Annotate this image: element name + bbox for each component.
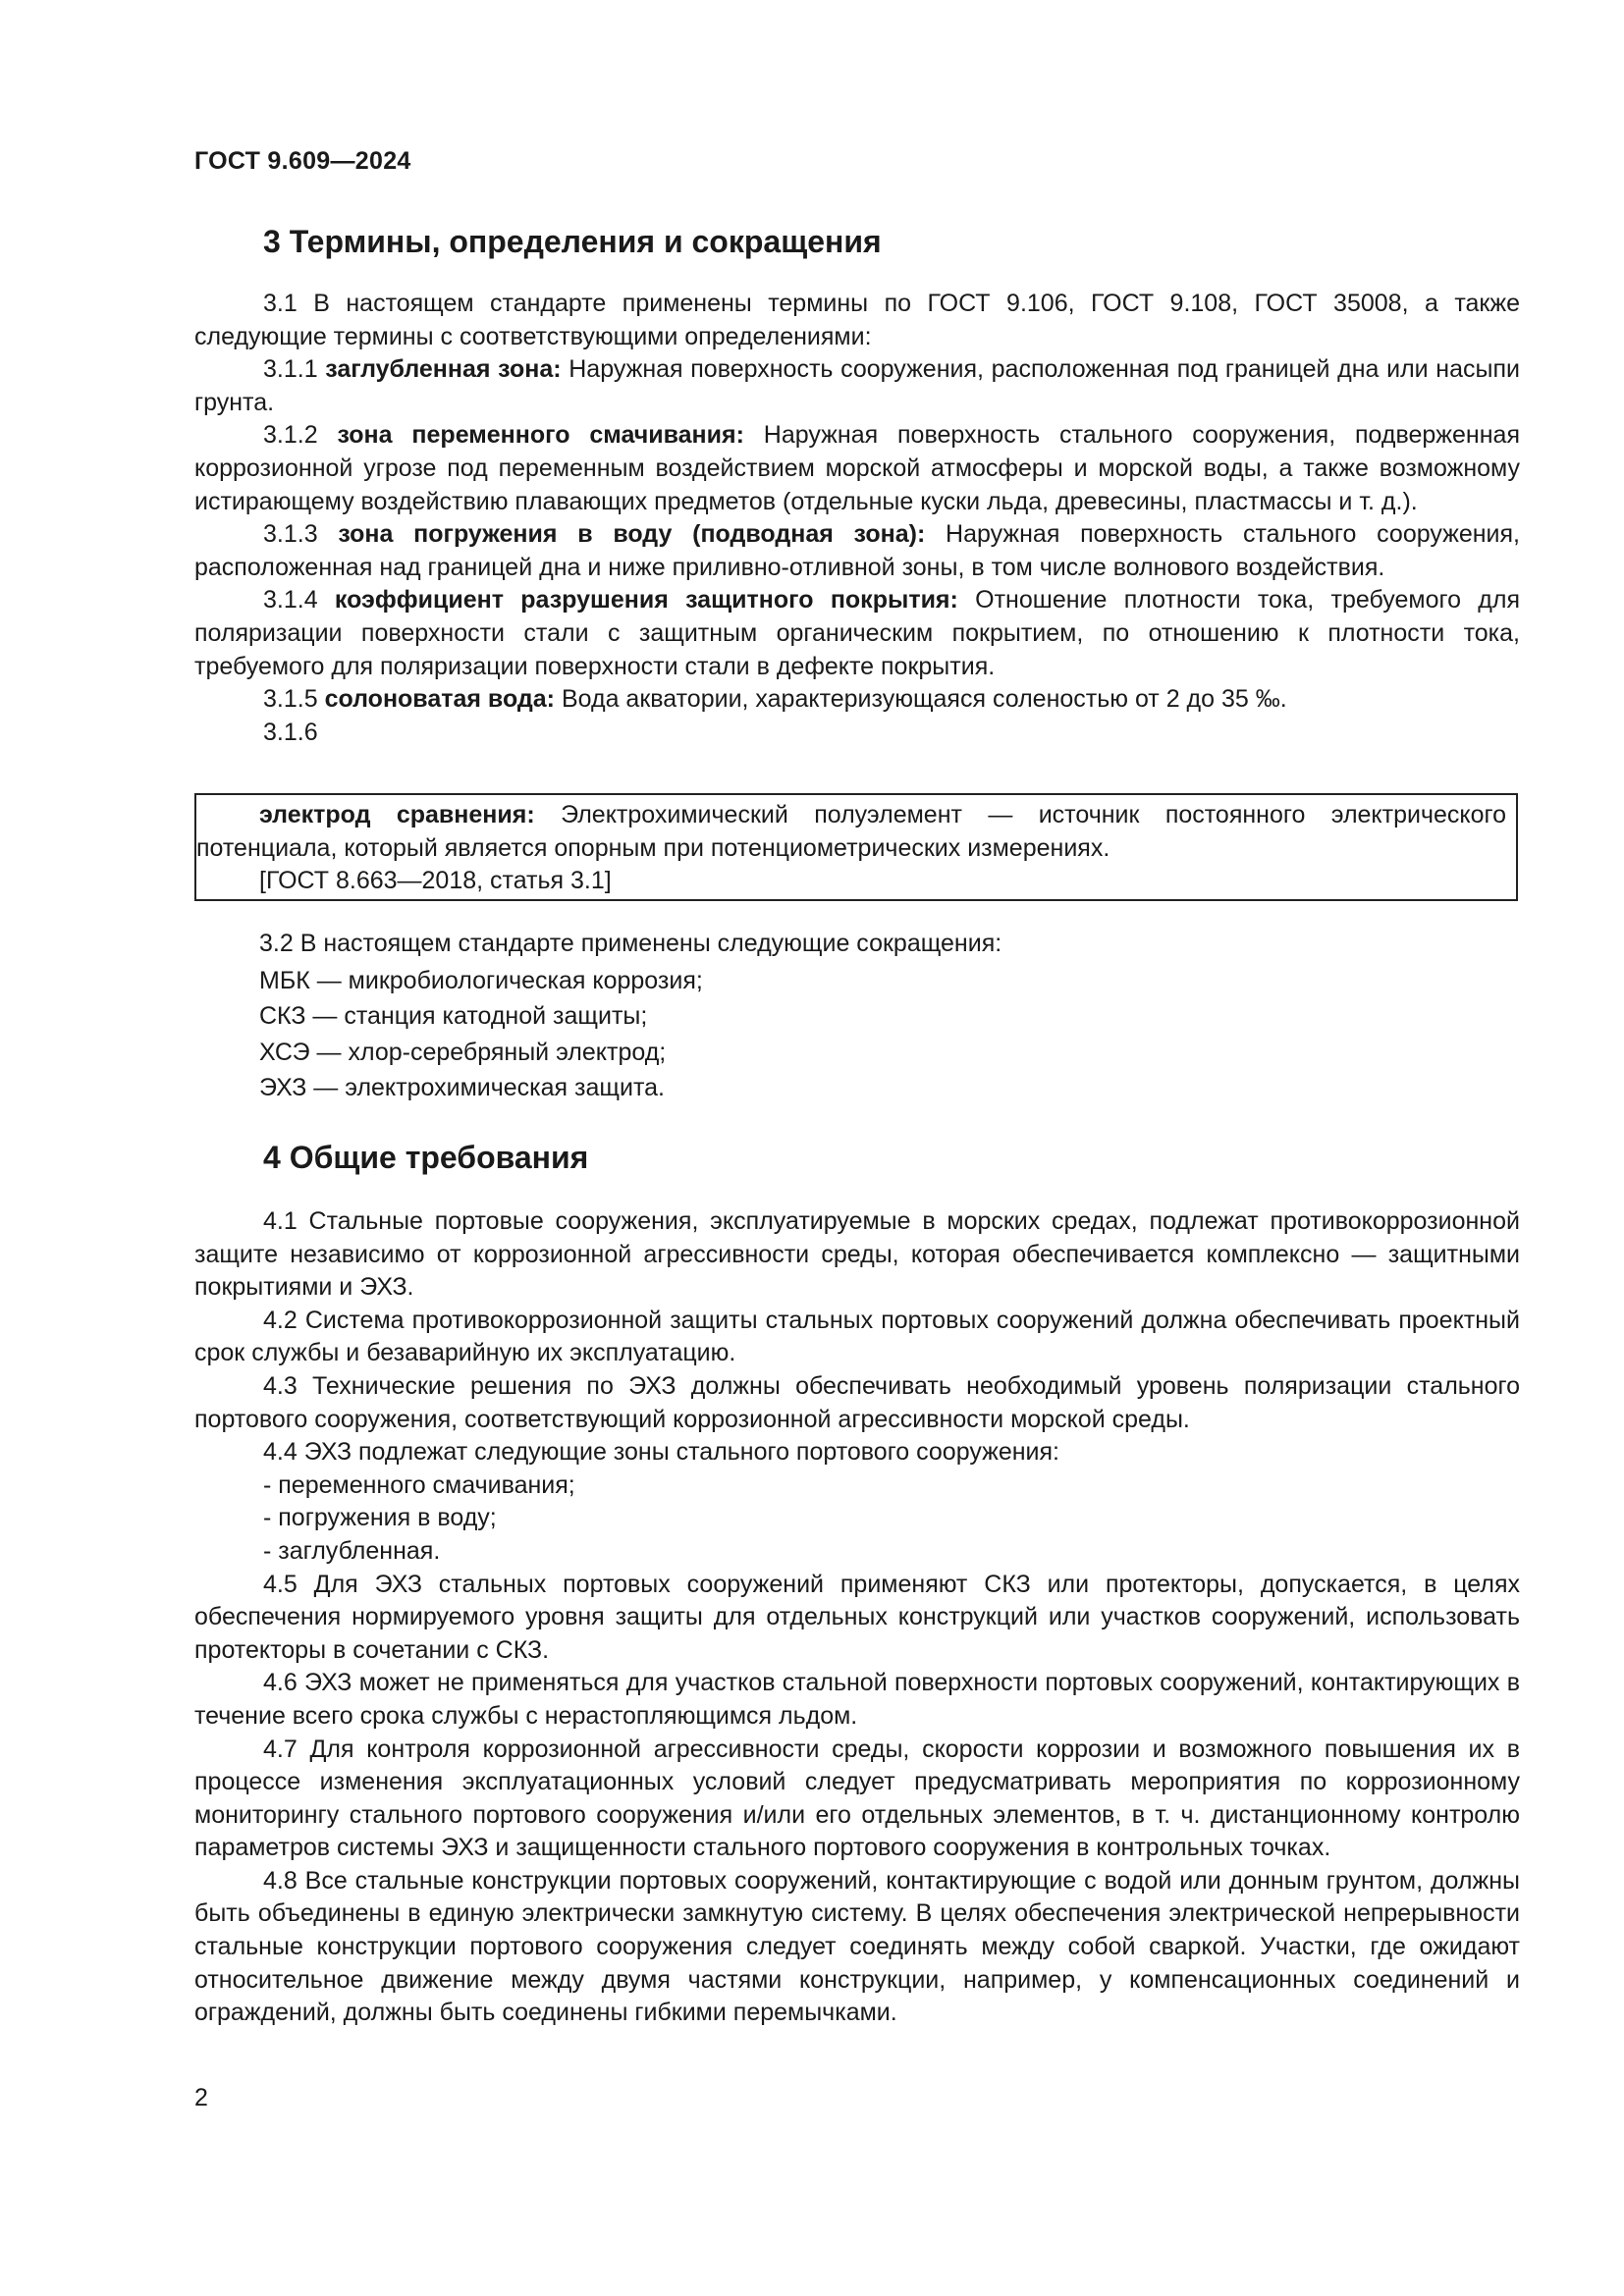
- paragraph-4-5: 4.5 Для ЭХЗ стальных портовых сооружений применяют СКЗ или протекторы, допускается, в целях обеспечения нормируемого уровня защиты для отдельных конструкций или участков сооружений, использовать протекторы в сочетании с СКЗ.: [194, 1570, 1520, 1664]
- paragraph-4-8: 4.8 Все стальные конструкции портовых сооружений, контактирующие с водой или донным грунтом, должны быть объединены в единую электрически замкнутую систему. В целях обеспечения электрической непрерывности стальные конструкции портового сооружения следует соединять между собой сваркой. Участки, где ожидают относительное движение между двумя частями конструкции, например, у компенсационных соединений и ограждений, должны быть соединены гибкими перемычками.: [194, 1866, 1520, 2027]
- box-source: [ГОСТ 8.663—2018, статья 3.1]: [259, 867, 612, 895]
- paragraph-3-2-container: [259, 928, 1516, 961]
- term-3-1-6-number: 3.1.6: [263, 718, 318, 746]
- term-definition: Вода акватории, характеризующаяся соленостью от 2 до 35 ‰.: [555, 685, 1287, 714]
- paragraph-4-3: 4.3 Технические решения по ЭХЗ должны обеспечивать необходимый уровень поляризации стального портового сооружения, соответствующий коррозионной агрессивности морской среды.: [194, 1371, 1520, 1433]
- term-name: солоноватая вода:: [324, 685, 556, 714]
- box-term-definition: Электрохимический полуэлемент — источник постоянного электрического потенциала, который является опорным при потенциометрических измерениях.: [196, 801, 1506, 862]
- term-definition: Наружная поверхность стального сооружения, подверженная коррозионной угрозе под переменным воздействием морской атмосферы и морской воды, а также возможному истирающему воздействию плавающих предметов (отдельные куски льда, древесины, пластмассы и т. д.).: [194, 421, 1520, 515]
- page-number: 2: [194, 2084, 208, 2111]
- list-item: - заглубленная.: [263, 1536, 441, 1565]
- term-3-1-1: [194, 353, 1520, 419]
- term-number: 3.1.5: [263, 685, 325, 714]
- term-3-1-4: [194, 584, 1520, 683]
- term-number: 3.1.2: [263, 421, 338, 450]
- paragraph-4-4: 4.4 ЭХЗ подлежат следующие зоны стального портового сооружения:: [263, 1438, 1059, 1467]
- term-number: 3.1.1: [263, 355, 326, 384]
- term-3-1-2: [194, 419, 1520, 518]
- term-name: коэффициент разрушения защитного покрытия:: [334, 586, 958, 614]
- term-definition: Отношение плотности тока, требуемого для поляризации поверхности стали с защитным органическим покрытием, по отношению к плотности тока, требуемого для поляризации поверхности стали в дефекте покрытия.: [194, 586, 1520, 680]
- list-item: ЭХЗ — электрохимическая защита.: [259, 1074, 665, 1102]
- list-item: ХСЭ — хлор-серебряный электрод;: [259, 1038, 667, 1066]
- term-3-1-3: [194, 518, 1520, 584]
- term-name: заглубленная зона:: [325, 355, 562, 384]
- section-4-title: 4 Общие требования: [263, 1140, 589, 1175]
- term-number: 3.1.4: [263, 586, 335, 614]
- list-item: - переменного смачивания;: [263, 1470, 575, 1499]
- section-4-body: [194, 1205, 1520, 2030]
- paragraph-4-2: 4.2 Система противокоррозионной защиты стальных портовых сооружений должна обеспечивать проектный срок службы и безаварийную их эксплуатацию.: [194, 1306, 1520, 1367]
- list-item: МБК — микробиологическая коррозия;: [259, 967, 703, 994]
- term-number: 3.1.3: [263, 520, 339, 549]
- definition-box: [194, 793, 1518, 901]
- list-item: - погружения в воду;: [263, 1504, 497, 1532]
- section-3-body: [194, 288, 1520, 749]
- paragraph-4-7: 4.7 Для контроля коррозионной агрессивности среды, скорости коррозии и возможного повышения их в процессе изменения эксплуатационных условий следует предусматривать мероприятия по коррозионному мониторингу стального портового сооружения и/или его отдельных элементов, в т. ч. дистанционному контролю параметров системы ЭХЗ и защищенности стального портового сооружения в контрольных точках.: [194, 1735, 1520, 1862]
- document-id: ГОСТ 9.609—2024: [194, 147, 411, 175]
- paragraph-4-1: 4.1 Стальные портовые сооружения, эксплуатируемые в морских средах, подлежат противокоррозионной защите независимо от коррозионной агрессивности среды, которая обеспечивается комплексно — защитными покрытиями и ЭХЗ.: [194, 1207, 1520, 1302]
- box-definition: [196, 799, 1516, 865]
- paragraph-3-2: 3.2 В настоящем стандарте применены следующие сокращения:: [259, 930, 1002, 957]
- list-item: СКЗ — станция катодной защиты;: [259, 1002, 648, 1031]
- box-term: электрод сравнения:: [259, 801, 535, 828]
- section-3-title: 3 Термины, определения и сокращения: [263, 224, 882, 259]
- paragraph-4-6: 4.6 ЭХЗ может не применяться для участков стальной поверхности портовых сооружений, контактирующих в течение всего срока службы с нерастопляющимся льдом.: [194, 1669, 1520, 1730]
- paragraph-3-1: 3.1 В настоящем стандарте применены термины по ГОСТ 9.106, ГОСТ 9.108, ГОСТ 35008, а также следующие термины с соответствующими определениями:: [194, 290, 1520, 350]
- term-definition: Наружная поверхность стального сооружения, расположенная над границей дна и ниже приливно-отливной зоны, в том числе волнового воздействия.: [194, 520, 1521, 581]
- term-name: зона переменного смачивания:: [337, 421, 744, 450]
- term-definition: Наружная поверхность сооружения, расположенная под границей дна или насыпи грунта.: [194, 355, 1520, 416]
- abbreviation-list: [259, 963, 703, 1106]
- term-3-1-5: [194, 683, 1520, 717]
- term-name: зона погружения в воду (подводная зона):: [338, 520, 926, 549]
